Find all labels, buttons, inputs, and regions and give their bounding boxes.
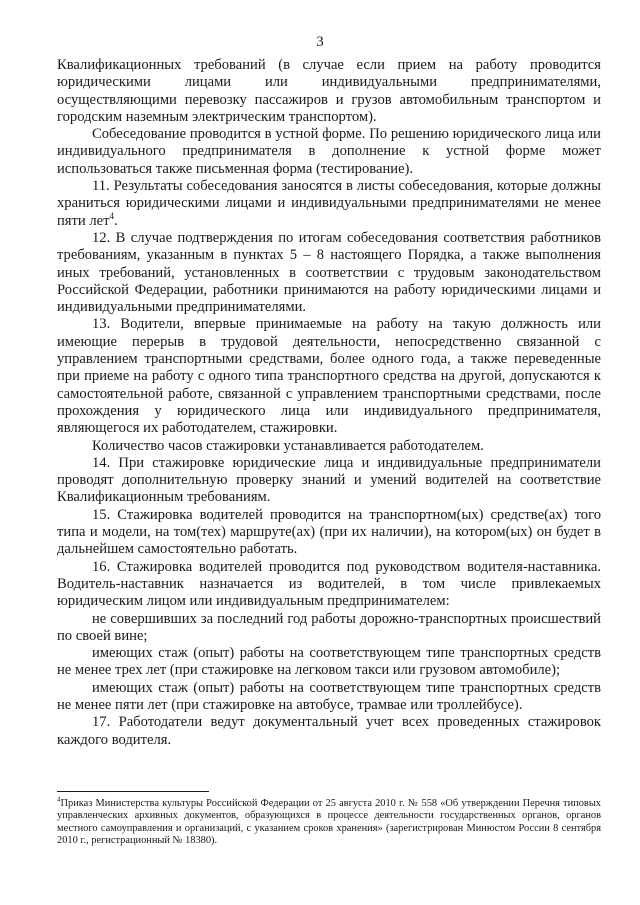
footnote — [57, 795, 601, 848]
paragraph-qualification-continuation: Квалификационных требований (в случае если прием на работу проводится юридическими лицами или индивидуальными предпринимателями, осуществляющими перевозку пассажиров и грузов автомобильным транспортом и городским наземным электрическим транспортом). — [57, 57, 601, 125]
paragraph-mentor-condition-1: не совершивших за последний год работы дорожно-транспортных происшествий по своей вине; — [57, 610, 601, 644]
paragraph-item-14: 14. При стажировке юридические лица и индивидуальные предприниматели проводят дополнительную проверку знаний и умений водителей на соответствие Квалификационным требованиям. — [57, 454, 601, 506]
item-11-period: . — [114, 212, 118, 229]
paragraph-mentor-condition-2: имеющих стаж (опыт) работы на соответствующем типе транспортных средств не менее трех лет (при стажировке на легковом такси или грузовом автомобиле); — [57, 645, 601, 679]
paragraph-mentor-condition-3: имеющих стаж (опыт) работы на соответствующем типе транспортных средств не менее пяти лет (при стажировке на автобусе, трамвае или троллейбусе). — [57, 679, 601, 713]
paragraph-item-12: 12. В случае подтверждения по итогам собеседования соответствия работников требованиям, указанным в пунктах 5 – 8 настоящего Порядка, а также выполнения иных требований, установленных в соответствии с трудовым законодательством Российской Федерации, работники принимаются на работу юридическими лицами и индивидуальными предпринимателями. — [57, 229, 601, 316]
paragraph-item-11 — [57, 178, 601, 230]
footnote-marker: 4 — [57, 795, 61, 804]
paragraph-item-15: 15. Стажировка водителей проводится на транспортном(ых) средстве(ах) того типа и модели, на том(тех) маршруте(ах) (при их наличии), на котором(ых) он будет в дальнейшем самостоятельно работать. — [57, 506, 601, 558]
paragraph-interview-form: Собеседование проводится в устной форме. По решению юридического лица или индивидуального предпринимателя в дополнение к устной форме может использоваться также письменная форма (тестирование). — [57, 126, 601, 177]
footnote-text: Приказ Министерства культуры Российской Федерации от 25 августа 2010 г. № 558 «Об утверждении Перечня типовых управленческих архивных документов, образующихся в процессе деятельности государственных органов, органов местного самоуправления и организаций, с указанием сроков хранения» (зарегистрирован Минюстом России 8 сентября 2010 г., регистрационный № 18380). — [57, 798, 601, 847]
page-number: 3 — [316, 34, 324, 50]
paragraph-internship-hours: Количество часов стажировки устанавливается работодателем. — [92, 437, 484, 454]
footnote-separator — [57, 791, 209, 792]
document-body — [57, 57, 601, 749]
item-11-text: 11. Результаты собеседования заносятся в листы собеседования, которые должны храниться юридическими лицами и индивидуальными предпринимателями не менее пяти лет — [57, 178, 601, 229]
paragraph-item-17: 17. Работодатели ведут документальный учет всех проведенных стажировок каждого водителя. — [57, 714, 601, 748]
footnote-reference[interactable]: 4 — [109, 210, 114, 221]
paragraph-item-16: 16. Стажировка водителей проводится под руководством водителя-наставника. Водитель-наставник назначается из водителей, в том числе привлекаемых юридическим лицом или индивидуальным предпринимателем: — [57, 558, 601, 610]
paragraph-item-13: 13. Водители, впервые принимаемые на работу на такую должность или имеющие перерыв в трудовой деятельности, непосредственно связанной с управлением транспортными средствами, более одного года, а также переведенные при приеме на работу с одного типа транспортного средства на другой, допускаются к самостоятельной работе, связанной с управлением транспортными средствами, после прохождения у юридического лица или индивидуального предпринимателя, являющегося их работодателем, стажировки. — [57, 316, 601, 437]
